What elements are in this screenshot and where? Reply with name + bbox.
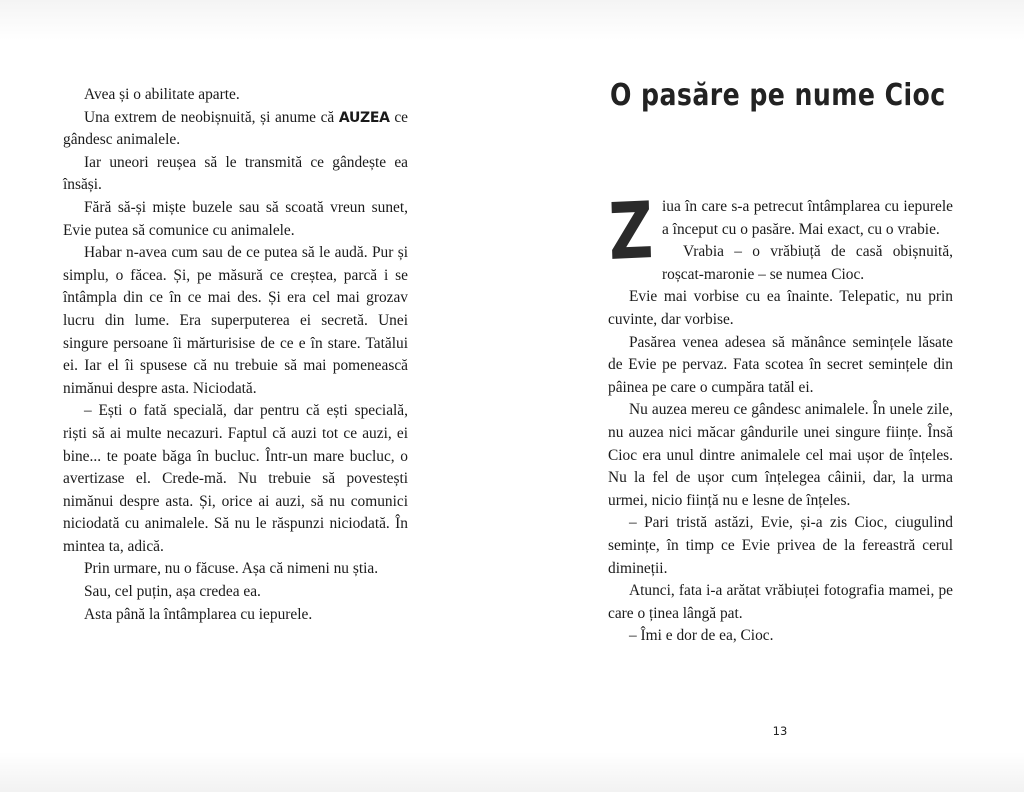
paragraph: – Îmi e dor de ea, Cioc. bbox=[629, 627, 774, 645]
paragraph: Pasărea venea adesea să mănânce semințele lăsate de Evie pe pervaz. Fata scotea în secret semințele din pâinea pe care o cumpăra tatăl ei. bbox=[608, 333, 953, 396]
chapter-title: O pasăre pe nume Cioc bbox=[610, 78, 946, 113]
paragraph: Asta până la întâmplarea cu iepurele. bbox=[84, 605, 313, 623]
paragraph: – Ești o fată specială, dar pentru că ești specială, riști să ai multe necazuri. Faptul că auzi tot ce auzi, ei bine... te poate băga în bucluc. Într-un mare bucluc, o avertizase el. Crede-mă. Nu trebuie să povestești nimănui despre asta. Și, orice ai auzi, să nu comunici niciodată cu animalele. Să nu le răspunzi niciodată. În mintea ta, adică. bbox=[63, 402, 408, 555]
right-page-text bbox=[607, 186, 953, 648]
paragraph: Fără să-și miște buzele sau să scoată vreun sunet, Evie putea să comunice cu animalele. bbox=[63, 198, 408, 239]
page-number: 13 bbox=[772, 724, 788, 738]
paragraph: Nu auzea mereu ce gândesc animalele. În unele zile, nu auzea nici măcar gândurile unei singure ființe. Însă Cioc era unul dintre animalele cel mai ușor de înțeles. Nu la fel de ușor cum înțelegea câinii, dar, la urma urmei, nicio ființă nu e lesne de înțeles. bbox=[608, 401, 953, 509]
paragraph: Habar n-avea cum sau de ce putea să le audă. Pur și simplu, o făcea. Și, pe măsură ce creștea, parcă i se întâmpla din ce în ce mai des. Și era cel mai grozav lucru din lume. Era superputerea ei secretă. Unei singure persoane îi mărturisise de ce e în stare. Tatălui ei. Iar el îi spusese că nu trebuie să mai pomenească nimănui despre asta. Niciodată. bbox=[63, 244, 408, 397]
paragraph: Avea și o abilitate aparte. bbox=[84, 86, 240, 103]
right-page bbox=[512, 0, 1024, 792]
paragraph-text: iua în care s-a petrecut întâmplarea cu iepurele a început cu o pasăre. Mai exact, cu o vrabie. bbox=[662, 198, 953, 238]
paragraph: Prin urmare, nu o făcuse. Așa că nimeni nu știa. bbox=[84, 560, 379, 578]
paragraph: Atunci, fata i-a arătat vrăbiuței fotografia mamei, pe care o ținea lângă pat. bbox=[608, 582, 953, 622]
drop-cap: Z bbox=[607, 186, 655, 278]
paragraph: Evie mai vorbise cu ea înainte. Telepatic, nu prin cuvinte, dar vorbise. bbox=[608, 288, 953, 328]
paragraph-text: Una extrem de neobișnuită, și anume că bbox=[84, 108, 335, 126]
paragraph bbox=[63, 107, 408, 152]
paragraph: Iar uneori reușea să le transmită ce gândește ea însăși. bbox=[63, 153, 408, 194]
emphasis-word: AUZEA bbox=[338, 109, 390, 126]
paragraph-text: ce gândesc animalele. bbox=[63, 108, 408, 149]
paragraph: Sau, cel puțin, așa credea ea. bbox=[84, 583, 261, 601]
left-page-text bbox=[63, 84, 408, 626]
paragraph: – Pari tristă astăzi, Evie, și-a zis Cioc, ciugulind semințe, în timp ce Evie privea de la fereastră cerul dimineții. bbox=[608, 514, 953, 577]
paragraph: Vrabia – o vrăbiuță de casă obișnuită, roșcat-maronie – se numea Cioc. bbox=[662, 243, 953, 283]
